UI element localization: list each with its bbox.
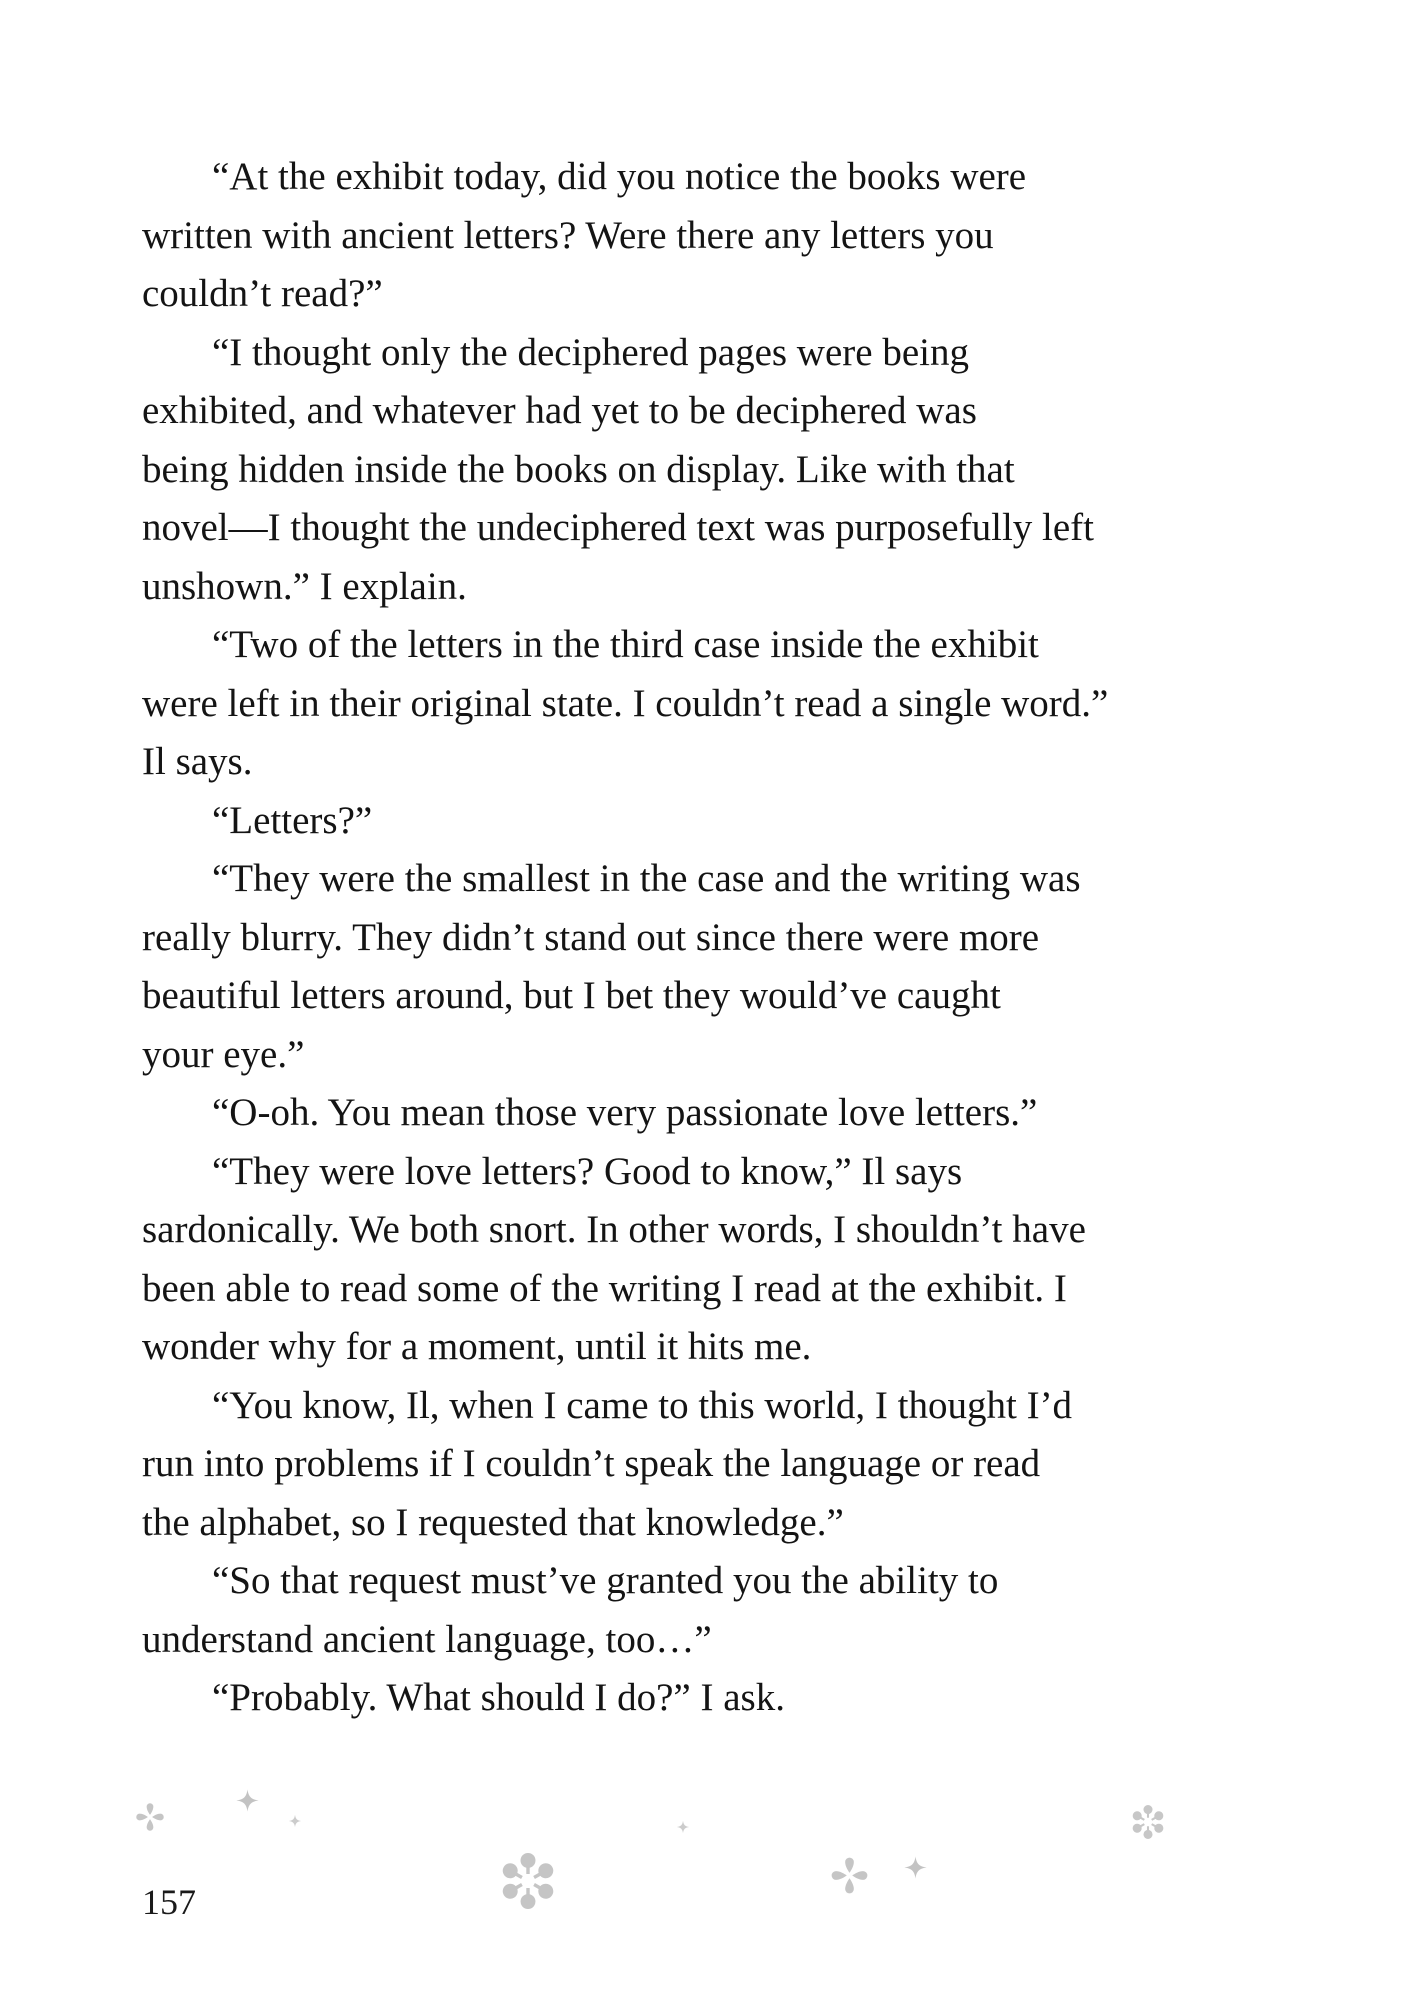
text-line: were left in their original state. I couldn’t read a single word.” — [142, 681, 1109, 725]
text-line: novel—I thought the undeciphered text was purposefully left — [142, 506, 1094, 549]
text-line: “They were love letters? Good to know,” Il says — [212, 1149, 963, 1193]
four-point-star-icon-1 — [235, 1788, 260, 1813]
text-line: couldn’t read?” — [142, 272, 383, 315]
text-line: your eye.” — [142, 1032, 305, 1076]
text-line: “Two of the letters in the third case inside the exhibit — [212, 623, 1039, 666]
text-line: been able to read some of the writing I read at the exhibit. I — [142, 1266, 1067, 1310]
small-star-icon-1 — [288, 1814, 302, 1828]
text-line: wonder why for a moment, until it hits me. — [142, 1325, 812, 1368]
small-star-icon-2 — [676, 1820, 690, 1834]
text-line: understand ancient language, too…” — [142, 1617, 712, 1661]
text-line: exhibited, and whatever had yet to be deciphered was — [142, 389, 977, 432]
text-line: “They were the smallest in the case and the writing was — [212, 857, 1081, 900]
text-line: “You know, Il, when I came to this world, I thought I’d — [212, 1383, 1073, 1427]
text-line: run into problems if I couldn’t speak the language or read — [142, 1442, 1041, 1485]
snowflake-icon-2 — [1131, 1805, 1165, 1839]
cross-sparkle-icon-2 — [830, 1856, 869, 1895]
text-line: “Probably. What should I do?” I ask. — [212, 1676, 785, 1719]
text-line: unshown.” I explain. — [142, 564, 467, 608]
snowflake-icon-1 — [500, 1853, 556, 1909]
text-line: “I thought only the deciphered pages were being — [212, 330, 969, 374]
four-point-star-icon-2 — [903, 1855, 928, 1880]
text-line: beautiful letters around, but I bet they would’ve caught — [142, 974, 1001, 1017]
text-line: written with ancient letters? Were there any letters you — [142, 213, 994, 257]
text-line: “Letters?” — [212, 798, 373, 842]
text-block — [142, 148, 1262, 1728]
page-number: 157 — [142, 1882, 196, 1922]
cross-sparkle-icon-1 — [135, 1802, 165, 1832]
text-line: really blurry. They didn’t stand out since there were more — [142, 915, 1040, 959]
text-line: “O-oh. You mean those very passionate love letters.” — [212, 1091, 1038, 1134]
text-line: being hidden inside the books on display. Like with that — [142, 447, 1015, 491]
text-line: Il says. — [142, 740, 253, 783]
text-line: the alphabet, so I requested that knowledge.” — [142, 1500, 844, 1544]
text-line: sardonically. We both snort. In other words, I shouldn’t have — [142, 1208, 1086, 1251]
text-line: “At the exhibit today, did you notice the books were — [212, 155, 1027, 198]
text-line: “So that request must’ve granted you the ability to — [212, 1559, 999, 1602]
